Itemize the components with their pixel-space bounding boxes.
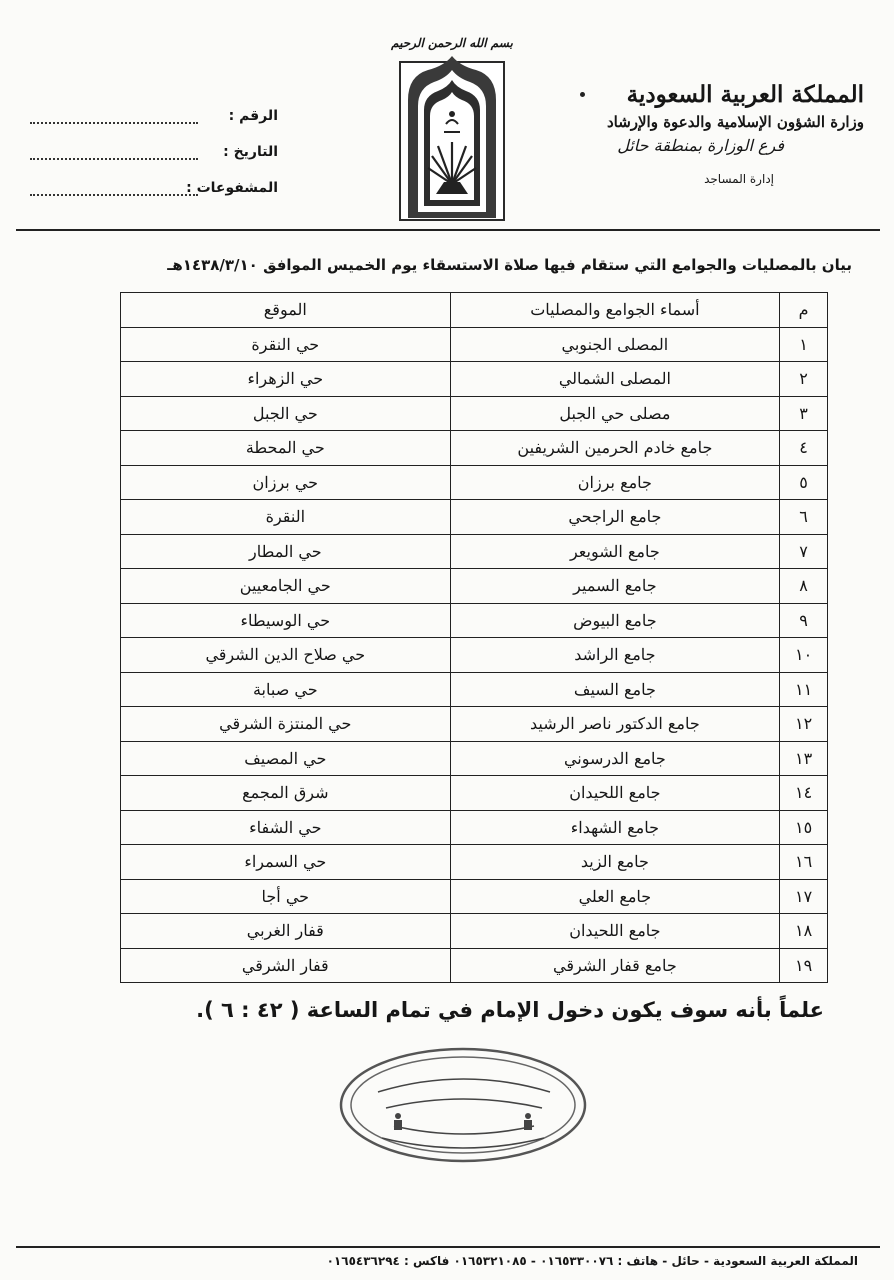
meta-date-label: التاريخ : bbox=[223, 144, 278, 160]
document-subject: بيان بالمصليات والجوامع التي ستقام فيها صلاة الاستسقاء يوم الخميس الموافق ١٤٣٨/٣/١٠هـ bbox=[167, 256, 852, 274]
table-row bbox=[121, 776, 828, 811]
row-num: ١ bbox=[780, 327, 828, 362]
meta-attachments-label: المشفوعات : bbox=[186, 180, 278, 196]
row-name: جامع السيف bbox=[450, 672, 780, 707]
table-row bbox=[121, 879, 828, 914]
row-location: حي أجا bbox=[121, 879, 451, 914]
row-name: جامع الشهداء bbox=[450, 810, 780, 845]
row-name: جامع قفار الشرقي bbox=[450, 948, 780, 983]
table-row bbox=[121, 431, 828, 466]
row-num: ١٥ bbox=[780, 810, 828, 845]
row-name: جامع البيوض bbox=[450, 603, 780, 638]
table-row bbox=[121, 569, 828, 604]
row-name: المصلى الجنوبي bbox=[450, 327, 780, 362]
table-row bbox=[121, 534, 828, 569]
table-row bbox=[121, 327, 828, 362]
branch-name: فرع الوزارة بمنطقة حائل bbox=[617, 136, 784, 155]
table-row bbox=[121, 810, 828, 845]
row-name: جامع خادم الحرمين الشريفين bbox=[450, 431, 780, 466]
table-row bbox=[121, 500, 828, 535]
row-location: حي صبابة bbox=[121, 672, 451, 707]
row-location: قفار الشرقي bbox=[121, 948, 451, 983]
row-name: جامع الزيد bbox=[450, 845, 780, 880]
department-name: إدارة المساجد bbox=[704, 172, 774, 186]
prayer-time-note: علماً بأنه سوف يكون دخول الإمام في تمام الساعة ( ٤٢ : ٦ ). bbox=[196, 998, 824, 1022]
table-row bbox=[121, 638, 828, 673]
row-name: جامع اللحيدان bbox=[450, 914, 780, 949]
meta-attachments-line bbox=[30, 186, 198, 196]
document-meta bbox=[30, 88, 278, 196]
row-location: حي المحطة bbox=[121, 431, 451, 466]
header-divider bbox=[16, 229, 880, 231]
row-name: مصلى حي الجبل bbox=[450, 396, 780, 431]
row-name: جامع الدرسوني bbox=[450, 741, 780, 776]
row-num: ١٤ bbox=[780, 776, 828, 811]
ministry-name: وزارة الشؤون الإسلامية والدعوة والإرشاد bbox=[606, 113, 864, 131]
row-name: جامع اللحيدان bbox=[450, 776, 780, 811]
meta-date-row bbox=[30, 124, 278, 160]
footer-contact: المملكة العربية السعودية - حائل - هاتف : ٠١٦٥٣٣٠٠٧٦ - ٠١٦٥٣٢١٠٨٥ فاكس : ٠١٦٥٤٣٦٢٩٤ bbox=[326, 1254, 858, 1268]
official-stamp-icon bbox=[338, 1046, 588, 1164]
meta-number-label: الرقم : bbox=[228, 108, 278, 124]
basmala: بسم الله الرحمن الرحيم bbox=[391, 36, 513, 50]
row-location: حي الشفاء bbox=[121, 810, 451, 845]
row-num: ٤ bbox=[780, 431, 828, 466]
row-num: ١٠ bbox=[780, 638, 828, 673]
row-name: المصلى الشمالي bbox=[450, 362, 780, 397]
ministry-logo-icon bbox=[388, 36, 516, 224]
row-name: جامع برزان bbox=[450, 465, 780, 500]
meta-number-row bbox=[30, 88, 278, 124]
row-location: حي النقرة bbox=[121, 327, 451, 362]
row-location: حي المنتزة الشرقي bbox=[121, 707, 451, 742]
row-num: ١٦ bbox=[780, 845, 828, 880]
meta-date-line bbox=[30, 150, 198, 160]
table-row bbox=[121, 948, 828, 983]
ministry-header bbox=[574, 80, 864, 186]
header-name: أسماء الجوامع والمصليات bbox=[450, 293, 780, 328]
row-location: حي برزان bbox=[121, 465, 451, 500]
table-row bbox=[121, 707, 828, 742]
row-location: حي الزهراء bbox=[121, 362, 451, 397]
row-num: ٨ bbox=[780, 569, 828, 604]
row-name: جامع السمير bbox=[450, 569, 780, 604]
header-num: م bbox=[780, 293, 828, 328]
row-num: ٢ bbox=[780, 362, 828, 397]
row-location: حي الجامعيين bbox=[121, 569, 451, 604]
footer-divider bbox=[16, 1246, 880, 1248]
row-num: ١٩ bbox=[780, 948, 828, 983]
row-location: حي صلاح الدين الشرقي bbox=[121, 638, 451, 673]
mosques-table bbox=[120, 292, 828, 983]
row-num: ١٣ bbox=[780, 741, 828, 776]
row-num: ٣ bbox=[780, 396, 828, 431]
row-num: ١٢ bbox=[780, 707, 828, 742]
table-header-row bbox=[121, 293, 828, 328]
row-num: ٧ bbox=[780, 534, 828, 569]
table-row bbox=[121, 845, 828, 880]
row-name: جامع الدكتور ناصر الرشيد bbox=[450, 707, 780, 742]
row-location: حي السمراء bbox=[121, 845, 451, 880]
row-num: ١٧ bbox=[780, 879, 828, 914]
meta-attachments-row bbox=[30, 160, 278, 196]
row-location: حي الوسيطاء bbox=[121, 603, 451, 638]
row-num: ٦ bbox=[780, 500, 828, 535]
row-name: جامع العلي bbox=[450, 879, 780, 914]
row-name: جامع الراجحي bbox=[450, 500, 780, 535]
row-num: ٩ bbox=[780, 603, 828, 638]
table-row bbox=[121, 362, 828, 397]
row-location: حي الجبل bbox=[121, 396, 451, 431]
row-location: حي المصيف bbox=[121, 741, 451, 776]
row-location: النقرة bbox=[121, 500, 451, 535]
row-location: قفار الغربي bbox=[121, 914, 451, 949]
row-num: ١١ bbox=[780, 672, 828, 707]
table-row bbox=[121, 603, 828, 638]
row-num: ١٨ bbox=[780, 914, 828, 949]
decorative-dot bbox=[580, 92, 585, 97]
table-row bbox=[121, 914, 828, 949]
row-name: جامع الراشد bbox=[450, 638, 780, 673]
row-location: حي المطار bbox=[121, 534, 451, 569]
table-row bbox=[121, 465, 828, 500]
row-location: شرق المجمع bbox=[121, 776, 451, 811]
table-row bbox=[121, 672, 828, 707]
table-row bbox=[121, 741, 828, 776]
meta-number-line bbox=[30, 114, 198, 124]
table-row bbox=[121, 396, 828, 431]
row-name: جامع الشويعر bbox=[450, 534, 780, 569]
row-num: ٥ bbox=[780, 465, 828, 500]
header-location: الموقع bbox=[121, 293, 451, 328]
kingdom-name: المملكة العربية السعودية bbox=[626, 81, 864, 108]
